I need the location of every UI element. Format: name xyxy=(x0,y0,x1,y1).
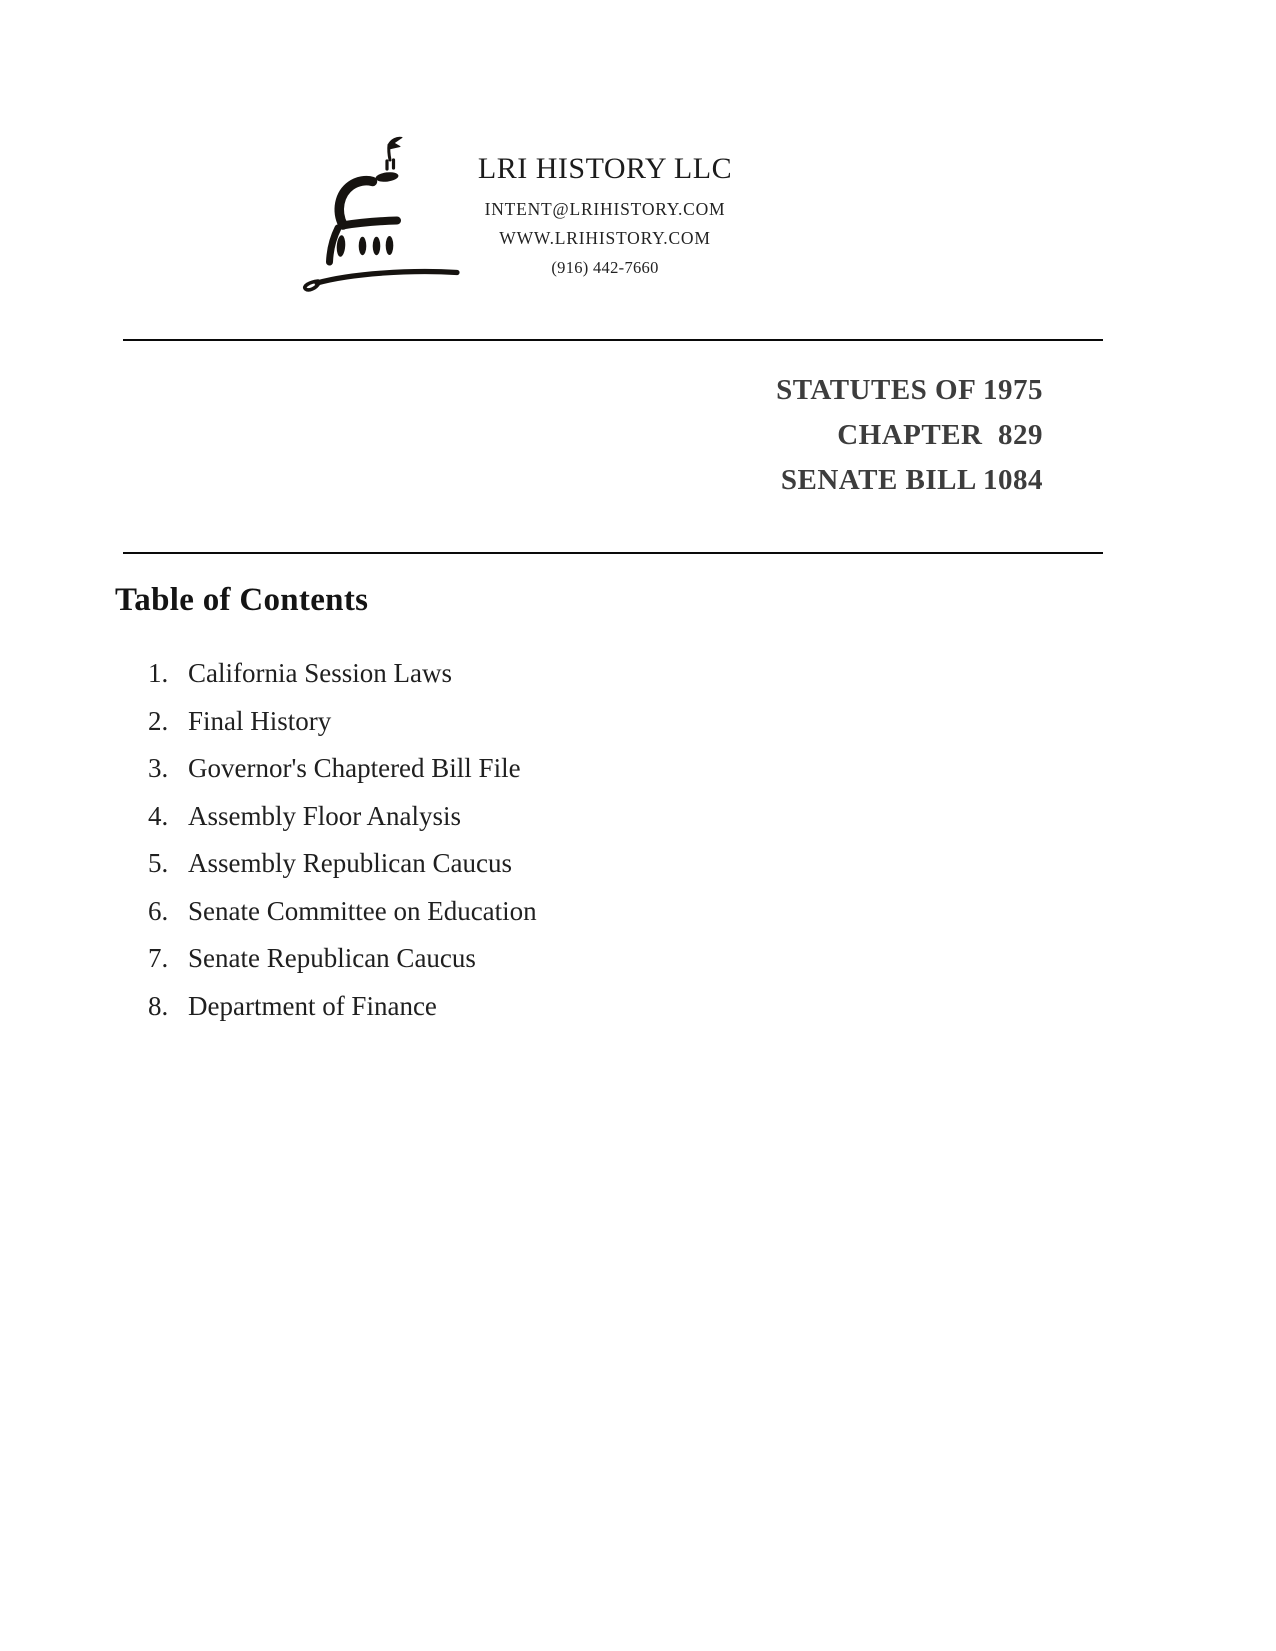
toc-item xyxy=(148,840,848,888)
toc-item-label: Governor's Chaptered Bill File xyxy=(188,753,521,783)
company-email: INTENT@LRIHISTORY.COM xyxy=(484,199,726,219)
divider-top xyxy=(123,339,1103,341)
toc-item xyxy=(148,698,848,746)
toc-item-number: 7. xyxy=(148,943,169,973)
toc-item-number: 2. xyxy=(148,705,169,736)
toc-item-number: 6. xyxy=(148,895,169,926)
header xyxy=(453,150,757,282)
toc-item xyxy=(148,650,848,698)
toc-item-number: 3. xyxy=(148,753,169,783)
toc-item-label: California Session Laws xyxy=(188,658,452,688)
toc-item xyxy=(148,983,848,1031)
toc-title: Table of Contents xyxy=(115,582,369,618)
toc-item xyxy=(148,745,848,793)
divider-bottom xyxy=(123,552,1103,554)
toc-item-label: Assembly Republican Caucus xyxy=(188,848,512,878)
toc-list xyxy=(148,650,848,1030)
toc-item xyxy=(148,935,848,983)
toc-item-label: Department of Finance xyxy=(188,990,437,1021)
chapter-line: CHAPTER 829 xyxy=(837,419,1043,451)
toc-item-label: Senate Committee on Education xyxy=(188,895,537,926)
statute-reference xyxy=(776,368,1043,503)
toc-item xyxy=(148,888,848,936)
company-website: WWW.LRIHISTORY.COM xyxy=(499,228,711,248)
senate-bill-line: SENATE BILL 1084 xyxy=(780,464,1043,496)
company-name: LRI HISTORY LLC xyxy=(477,152,733,185)
toc-item-label: Assembly Floor Analysis xyxy=(188,800,462,831)
statutes-year-line: STATUTES OF 1975 xyxy=(776,374,1043,406)
toc-item-label: Senate Republican Caucus xyxy=(188,943,476,973)
toc-item-number: 5. xyxy=(148,848,169,878)
toc-item-label: Final History xyxy=(188,705,332,736)
toc-item-number: 4. xyxy=(148,800,169,831)
company-phone: (916) 442-7660 xyxy=(551,258,659,277)
toc-item-number: 8. xyxy=(148,990,169,1021)
capitol-dome-sketch-icon xyxy=(296,130,464,292)
toc-item xyxy=(148,793,848,841)
toc-item-number: 1. xyxy=(148,658,169,688)
